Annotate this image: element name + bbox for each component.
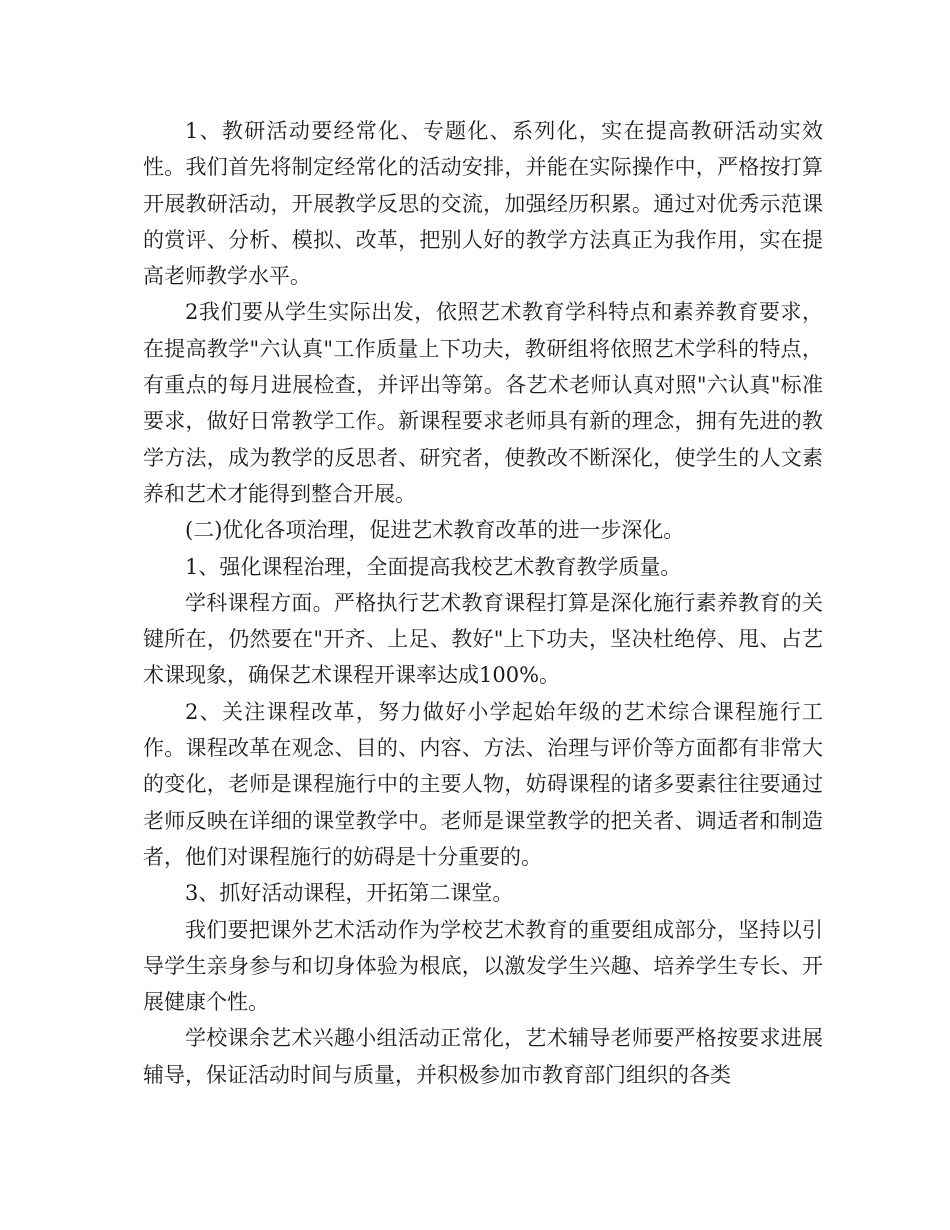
paragraph-3: 1、强化课程治理，全面提高我校艺术教育教学质量。 — [185, 554, 682, 579]
paragraph-2: 2我们要从学生实际出发，依照艺术教育学科特点和素养教育要求，在提高教学"六认真"工作质量上下功夫，教研组将依照艺术学科的特点，有重点的每月进展检查，并评出等第。各艺术老师认真对照"六认真"标准要求，做好日常教学工作。新课程要求老师具有新的理念，拥有先进的教学方法，成为教学的反思者、研究者，使教改不断深化，使学生的人文素养和艺术才能得到整合开展。 — [143, 300, 823, 506]
paragraph-5: 2、关注课程改革，努力做好小学起始年级的艺术综合课程施行工作。课程改革在观念、目的、内容、方法、治理与评价等方面都有非常大的变化，老师是课程施行中的主要人物，妨碍课程的诸多要素往往要通过老师反映在详细的课堂教学中。老师是课堂教学的把关者、调适者和制造者，他们对课程施行的妨碍是十分重要的。 — [143, 699, 823, 869]
document-page — [143, 113, 823, 1093]
paragraph-6: 3、抓好活动课程，开拓第二课堂。 — [185, 881, 514, 906]
paragraph-1: 1、教研活动要经常化、专题化、系列化，实在提高教研活动实效性。我们首先将制定经常化的活动安排，并能在实际操作中，严格按打算开展教研活动，开展教学反思的交流，加强经历积累。通过对优秀示范课的赏评、分析、模拟、改革，把别人好的教学方法真正为我作用，实在提高老师教学水平。 — [143, 119, 823, 289]
paragraph-4: 学科课程方面。严格执行艺术教育课程打算是深化施行素养教育的关键所在，仍然要在"开齐、上足、教好"上下功夫，坚决杜绝停、甩、占艺术课现象，确保艺术课程开课率达成100%。 — [143, 590, 823, 688]
paragraph-7: 我们要把课外艺术活动作为学校艺术教育的重要组成部分，坚持以引导学生亲身参与和切身体验为根底，以激发学生兴趣、培养学生专长、开展健康个性。 — [143, 917, 823, 1015]
paragraph-8: 学校课余艺术兴趣小组活动正常化，艺术辅导老师要严格按要求进展辅导，保证活动时间与质量，并积极参加市教育部门组织的各类 — [143, 1026, 823, 1087]
section-heading: (二)优化各项治理，促进艺术教育改革的进一步深化。 — [185, 518, 685, 543]
